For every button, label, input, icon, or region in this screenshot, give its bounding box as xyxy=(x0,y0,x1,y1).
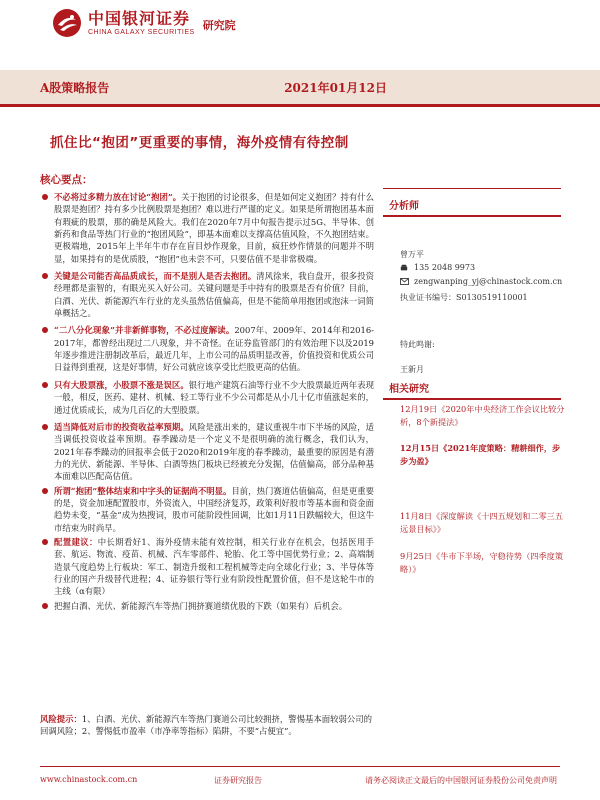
core-point-highlight: 配置建议： xyxy=(54,536,98,547)
footer-disclaimer: 请务必阅读正文最后的中国银河证券股份公司免责声明 xyxy=(365,776,557,785)
related-report[interactable]: 12月15日《2021年度策略：精耕细作，步步为盈》 xyxy=(400,443,561,466)
core-point xyxy=(40,600,374,612)
core-point-highlight: 所谓“抱团”整体结束和中字头的证据尚不明显。 xyxy=(54,485,232,496)
galaxy-logo-icon xyxy=(52,8,82,38)
core-point xyxy=(40,421,374,483)
core-point xyxy=(40,536,374,598)
analyst-heading: 分析师 xyxy=(389,201,419,212)
risk-warning xyxy=(40,713,374,738)
core-point xyxy=(40,270,374,319)
bullet-icon xyxy=(42,382,48,388)
band-divider xyxy=(0,104,600,107)
bullet-icon xyxy=(42,327,48,333)
core-point-text: 关于抱团的讨论很多，但是如何定义抱团？持有什么股票是抱团？持有多少比例股票是抱团？难以进行严谨的定义。如果是所谓抱团基本面有瑕疵的股票，那的确是风险大。我们在2020年7月中旬报告提示过5G、半导体、创新药和食品等热门行业的“抱团风险”，即基本面难以支撑高估值风险，不久抱团结束。更极端地，2015年上半年牛市存在盲目炒作现象，目前，疯狂炒作情景的问题并不明显，如果持有的是优质股，“抱团”也未尝不可，只要估值不是非常极端。 xyxy=(54,192,374,264)
analyst-phone-row xyxy=(400,263,475,272)
core-point-highlight: 适当降低对后市的投资收益率预期。 xyxy=(54,421,189,432)
bullet-icon xyxy=(42,424,48,430)
bullet-icon xyxy=(42,603,48,609)
analyst-box xyxy=(383,188,561,217)
core-point-text: 2007年、2009年、2014年和2016-2017年，都曾经出现过二八现象，并不奇怪。在证券监管部门的有效治理下以及2019年逐步推进注册制改革后，最近几年，上市公司的品质明显改善，价值投资和优质公司日益得到重视，这是好事情，好公司就应该享受比烂股更高的估值。 xyxy=(54,325,374,373)
risk-label: 风险提示： xyxy=(40,714,82,724)
related-report[interactable]: 9月25日《牛市下半场，守稳待势（四季度策略）》 xyxy=(400,551,564,574)
bullet-icon xyxy=(42,539,48,545)
core-point xyxy=(40,324,374,373)
core-points-body xyxy=(40,191,374,612)
company-logo xyxy=(52,8,236,38)
bullet-icon xyxy=(42,194,48,200)
footer-report-label: 证券研究报告 xyxy=(214,776,262,785)
core-point xyxy=(40,485,374,534)
core-point-highlight: 不必将过多精力放在讨论“抱团”。 xyxy=(54,192,182,202)
license-label: 执业证书编号： xyxy=(400,293,456,302)
core-point-text: 把握白酒、光伏、新能源汽车等热门拥挤赛道绩优股的下跌（如果有）后机会。 xyxy=(54,600,348,611)
acknowledgement-label: 特此鸣谢: xyxy=(400,340,435,349)
acknowledgement-name: 王新月 xyxy=(400,365,424,374)
license-number: S0130519110001 xyxy=(456,293,528,302)
core-point-text: 清风徐来，我自盘开，很多投资经理都是蛮智的，有眼光买入好公司。关键问题是手中持有的股票是否有价值？目前，白酒、光伏、新能源汽车行业的龙头虽然估值偏高，但是不能简单用抱团或泡沫一词简单概括之。 xyxy=(54,271,375,319)
logo-english-name: CHINA GALAXY SECURITIES xyxy=(88,28,195,36)
core-points-heading: 核心要点： xyxy=(40,174,93,186)
report-title: 抓住比“抱团”更重要的事情，海外疫情有待控制 xyxy=(50,135,349,151)
footer-website[interactable]: www.chinastock.com.cn xyxy=(40,775,138,784)
department-name: 研究院 xyxy=(202,19,236,32)
related-report[interactable]: 12月19日《2020年中央经济工作会议比较分析，8个新提法》 xyxy=(400,404,565,427)
core-point xyxy=(40,191,374,265)
analyst-license-row xyxy=(400,292,528,303)
core-point-text: 中长期看好1、海外疫情未能有效控制，相关行业存在机会，包括医用手套、航运、物流、疫苗、机械、汽车零部件、轮胎、化工等中国优势行业；2、高端制造景气度趋势上行板块：军工、制造升级和工程机械等走向全球化行业；3、半导体等行业的国产升级替代进程；4、证券银行等行业有阶段性配置价值，但不是这轮牛市的主线（α有限） xyxy=(54,536,375,597)
core-point-text: 目前，热门赛道估值偏高，但是更重要的是，资金加速配置股市，外资流入，中国经济复苏，政策利好股市等基本面和资金面趋势未变，“基金”成为热搜词，股市可能阶段性回调，比如1月11日跌幅较大，但这牛市结束为时尚早。 xyxy=(54,485,374,533)
core-point-highlight: “二八分化现象”并非新鲜事物，不必过度解读。 xyxy=(54,325,235,336)
risk-text: 1、白酒、光伏、新能源汽车等热门赛道公司比较拥挤，警惕基本面较弱公司的回调风险；2、警惕低市盈率（市净率等指标）陷阱，不要“占便宜”。 xyxy=(40,714,372,737)
bullet-icon xyxy=(42,273,48,279)
core-point-highlight: 只有大股票涨，小股票不涨是误区。 xyxy=(54,379,189,390)
sidebar-rule xyxy=(383,398,561,400)
core-point-text: 风险是涨出来的，建议重视牛市下半场的风险，适当调低投资收益率预期。春季躁动是一个定义不是很明确的流行概念，我们认为，2021年春季躁动的回报率会低于2020和2019年度的春季躁动，最重要的原因是有潜力的光伏、新能源、半导体、白酒等热门板块已经被充分发掘，估值偏高，部分品种基本面难以匹配高估值。 xyxy=(54,421,375,482)
analyst-name: 曾万平 xyxy=(400,250,424,259)
logo-chinese-name: 中国银河证券 xyxy=(88,8,191,28)
bullet-icon xyxy=(42,488,48,494)
report-date: 2021年01月12日 xyxy=(284,81,387,95)
related-report[interactable]: 11月8日《深度解读《十四五规划和二零三五远景目标》》 xyxy=(400,511,564,534)
page-header xyxy=(0,0,600,70)
phone-icon xyxy=(400,264,408,272)
core-point-highlight: 关键是公司能否高品质成长，而不是别人是否去抱团。 xyxy=(54,271,257,282)
core-point-text: 银行地产建筑石油等行业不少大股票最近两年表现一般，相反，医药、建材、机械、轻工等行业不少公司都是从小几十亿市值涨起来的，通过优质成长，成为几百亿的大型股票。 xyxy=(54,379,375,415)
analyst-email-row xyxy=(400,277,562,286)
sidebar-rule xyxy=(383,215,561,217)
report-type: A股策略报告 xyxy=(40,81,110,95)
email-icon xyxy=(400,278,409,285)
related-box xyxy=(383,372,561,400)
core-point xyxy=(40,379,374,416)
analyst-phone: 135 2048 9973 xyxy=(414,263,476,272)
footer-rule xyxy=(40,766,560,767)
analyst-email[interactable]: zengwanping_yj@chinastock.com.cn xyxy=(414,277,563,286)
related-heading: 相关研究 xyxy=(389,384,429,395)
